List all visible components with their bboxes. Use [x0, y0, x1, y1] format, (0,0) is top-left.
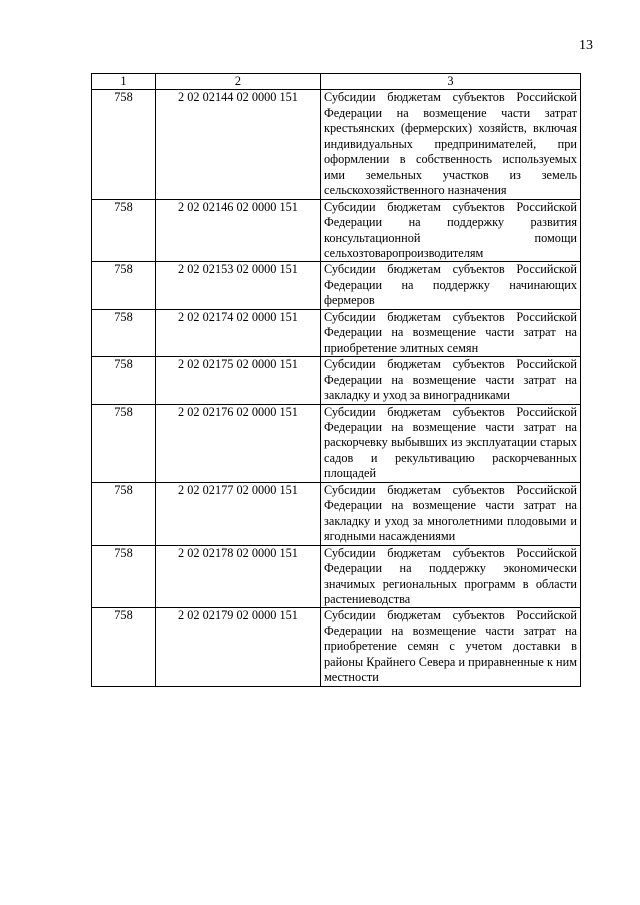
budget-code-cell: 2 02 02174 02 0000 151 — [156, 309, 321, 356]
budget-code-cell: 2 02 02178 02 0000 151 — [156, 545, 321, 608]
admin-code-cell: 758 — [92, 262, 156, 309]
table-row — [92, 404, 581, 482]
page-number: 13 — [579, 38, 593, 53]
table-row — [92, 262, 581, 309]
table-header-row — [92, 74, 581, 90]
admin-code-cell: 758 — [92, 309, 156, 356]
header-col-3: 3 — [321, 74, 581, 90]
description-cell: Субсидии бюджетам субъектов Российской Федерации на возмещение части затрат на приобретение семян с учетом доставки в районы Крайнего Севера и приравненные к ним местности — [321, 608, 581, 686]
admin-code-cell: 758 — [92, 199, 156, 262]
admin-code-cell: 758 — [92, 482, 156, 545]
description-cell: Субсидии бюджетам субъектов Российской Федерации на возмещение части затрат на закладку и уход за виноградниками — [321, 357, 581, 404]
description-cell: Субсидии бюджетам субъектов Российской Федерации на возмещение части затрат на закладку и уход за многолетними плодовыми и ягодными насаждениями — [321, 482, 581, 545]
description-cell: Субсидии бюджетам субъектов Российской Федерации на возмещение части затрат на раскорчевку выбывших из эксплуатации старых садов и рекультивацию раскорчеванных площадей — [321, 404, 581, 482]
description-cell: Субсидии бюджетам субъектов Российской Федерации на возмещение части затрат крестьянских (фермерских) хозяйств, включая индивидуальных предпринимателей, при оформлении в собственность используемых ими земельных участков из земель сельскохозяйственного назначения — [321, 90, 581, 199]
description-cell: Субсидии бюджетам субъектов Российской Федерации на возмещение части затрат на приобретение элитных семян — [321, 309, 581, 356]
budget-classification-table — [91, 73, 581, 687]
budget-code-cell: 2 02 02179 02 0000 151 — [156, 608, 321, 686]
budget-code-cell: 2 02 02146 02 0000 151 — [156, 199, 321, 262]
budget-code-cell: 2 02 02144 02 0000 151 — [156, 90, 321, 199]
table-row — [92, 357, 581, 404]
budget-code-cell: 2 02 02176 02 0000 151 — [156, 404, 321, 482]
admin-code-cell: 758 — [92, 404, 156, 482]
budget-code-cell: 2 02 02175 02 0000 151 — [156, 357, 321, 404]
header-col-1: 1 — [92, 74, 156, 90]
description-cell: Субсидии бюджетам субъектов Российской Федерации на поддержку развития консультационной помощи сельхозтоваропроизводителям — [321, 199, 581, 262]
description-cell: Субсидии бюджетам субъектов Российской Федерации на поддержку начинающих фермеров — [321, 262, 581, 309]
admin-code-cell: 758 — [92, 90, 156, 199]
header-col-2: 2 — [156, 74, 321, 90]
admin-code-cell: 758 — [92, 357, 156, 404]
table-row — [92, 608, 581, 686]
table-row — [92, 482, 581, 545]
admin-code-cell: 758 — [92, 608, 156, 686]
admin-code-cell: 758 — [92, 545, 156, 608]
table-row — [92, 199, 581, 262]
budget-code-cell: 2 02 02153 02 0000 151 — [156, 262, 321, 309]
table-row — [92, 545, 581, 608]
table-row — [92, 90, 581, 199]
description-cell: Субсидии бюджетам субъектов Российской Федерации на поддержку экономически значимых региональных программ в области растениеводства — [321, 545, 581, 608]
table-row — [92, 309, 581, 356]
budget-code-cell: 2 02 02177 02 0000 151 — [156, 482, 321, 545]
